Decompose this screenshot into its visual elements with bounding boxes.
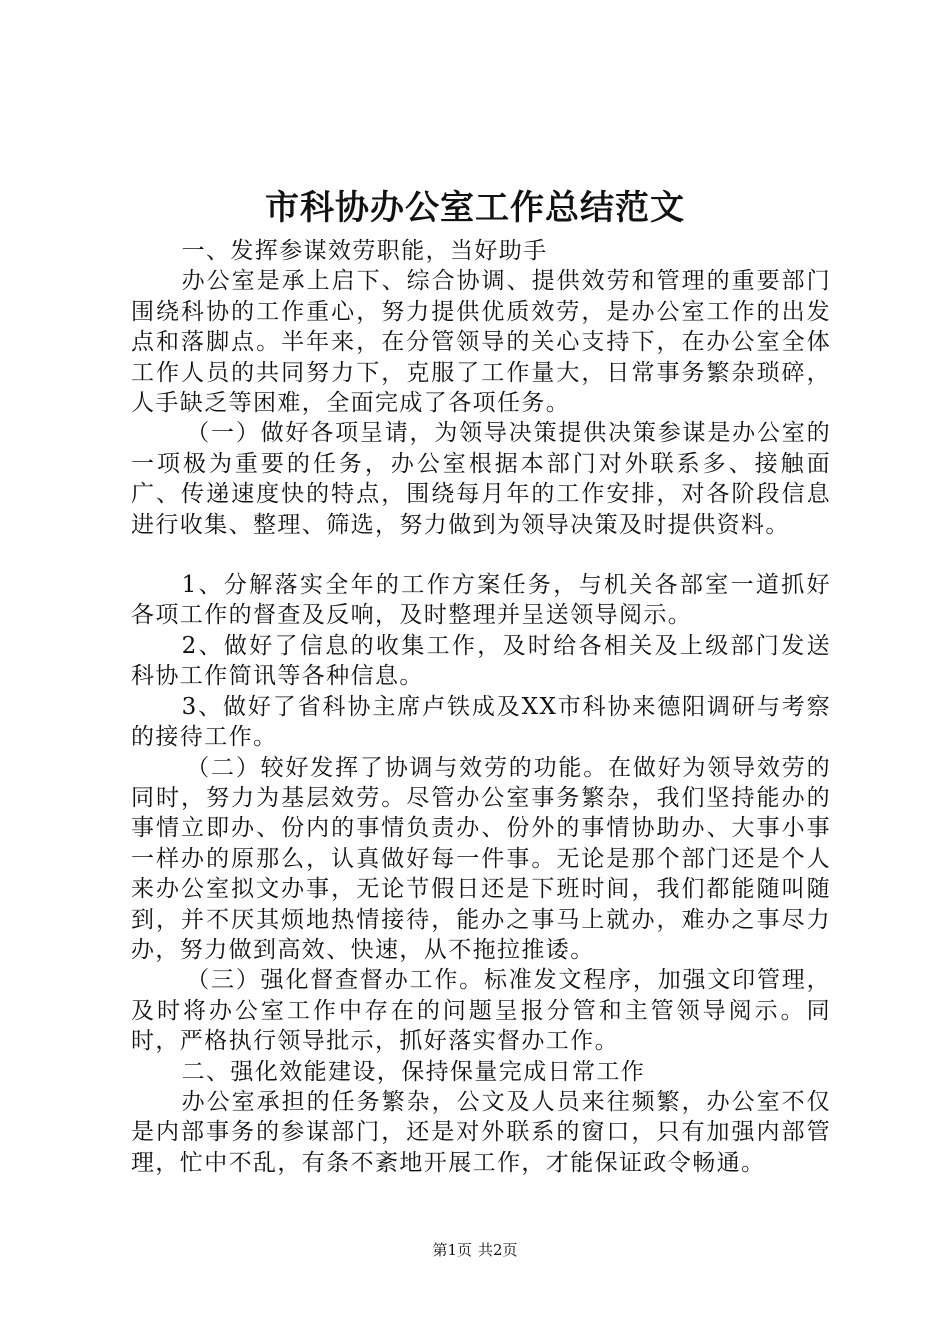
paragraph-intro: 办公室是承上启下、综合协调、提供效劳和管理的重要部门围绕科协的工作重心，努力提供优质效劳，是办公室工作的出发点和落脚点。半年来，在分管领导的关心支持下，在办公室全体工作人员的共同努力下，克服了工作量大，日常事务繁杂琐碎，人手缺乏等困难，全面完成了各项任务。 xyxy=(131,268,831,417)
document-body xyxy=(131,236,831,1178)
paragraph-subsection-1: （一）做好各项呈请，为领导决策提供决策参谋是办公室的一项极为重要的任务，办公室根据本部门对外联系多、接触面广、传递速度快的特点，围绕每月年的工作安排，对各阶段信息进行收集、整理、筛选，努力做到为领导决策及时提供资料。 xyxy=(131,420,831,538)
paragraph-gap xyxy=(131,540,831,570)
page-footer xyxy=(0,1240,950,1260)
page-number-total: 共2页 xyxy=(478,1241,518,1259)
paragraph-section-2: 办公室承担的任务繁杂，公文及人员来往频繁，办公室不仅是内部事务的参谋部门，还是对外联系的窗口，只有加强内部管理，忙中不乱，有条不紊地开展工作，才能保证政令畅通。 xyxy=(131,1088,831,1176)
page-number-current: 第1页 xyxy=(432,1241,472,1259)
section-heading-2: 二、强化效能建设，保持保量完成日常工作 xyxy=(181,1058,646,1085)
paragraph-subsection-3: （三）强化督查督办工作。标准发文程序，加强文印管理，及时将办公室工作中存在的问题呈报分管和主管领导阅示。同时，严格执行领导批示，抓好落实督办工作。 xyxy=(131,967,831,1055)
list-item-3: 3、做好了省科协主席卢铁成及XX市科协来德阳调研与考察的接待工作。 xyxy=(131,693,831,751)
section-heading-1: 一、发挥参谋效劳职能，当好助手 xyxy=(181,238,548,264)
paragraph-subsection-2: （二）较好发挥了协调与效劳的功能。在做好为领导效劳的同时，努力为基层效劳。尽管办公室事务繁杂，我们坚持能办的事情立即办、份内的事情负责办、份外的事情协助办、大事小事一样办的原那么，认真做好每一件事。无论是那个部门还是个人来办公室拟文办事，无论节假日还是下班时间，我们都能随叫随到，并不厌其烦地热情接待，能办之事马上就办，难办之事尽力办，努力做到高效、快速，从不拖拉推诿。 xyxy=(131,754,831,963)
document-title: 市科协办公室工作总结范文 xyxy=(265,188,685,228)
list-item-2: 2、做好了信息的收集工作，及时给各相关及上级部门发送科协工作简讯等各种信息。 xyxy=(131,632,831,690)
list-item-1: 1、分解落实全年的工作方案任务，与机关各部室一道抓好各项工作的督查及反响，及时整理并呈送领导阅示。 xyxy=(131,572,831,629)
